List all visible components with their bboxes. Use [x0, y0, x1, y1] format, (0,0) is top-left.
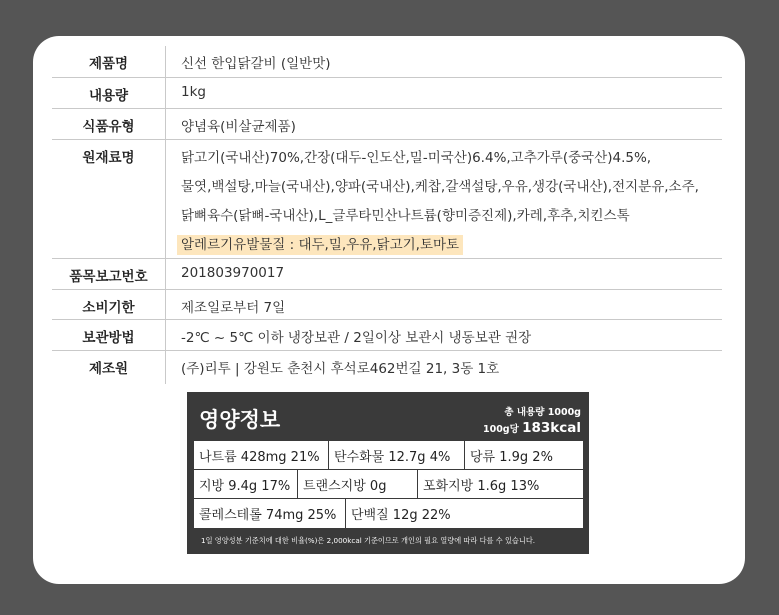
info-value: 양념육(비살균제품)	[181, 119, 296, 135]
info-value: 제조일로부터 7일	[181, 300, 286, 316]
product-info-card	[33, 36, 745, 584]
nutrient-cell: 단백질 12g 22%	[351, 508, 451, 523]
nutrition-grid	[194, 441, 583, 528]
info-row-report-number	[52, 259, 722, 290]
info-label: 식품유형	[52, 109, 166, 139]
nutrient-cell: 탄수화물 12.7g 4%	[329, 441, 465, 469]
info-row-food-type	[52, 109, 722, 140]
info-value: 201803970017	[181, 265, 285, 281]
ingredients-value	[166, 140, 722, 258]
ingredients-line: 닭뼈육수(닭뼈-국내산),L_글루타민산나트륨(향미증진제),카레,후추,치킨스톡	[181, 208, 630, 224]
nutrition-row	[194, 470, 583, 499]
ingredients-line: 물엿,백설탕,마늘(국내산),양파(국내산),케찹,갈색설탕,우유,생강(국내산),전지분유,소주,	[181, 179, 699, 195]
info-label: 제품명	[52, 46, 166, 77]
nutrient-cell: 나트륨 428mg 21%	[194, 441, 329, 469]
nutrient-cell: 트랜스지방 0g	[298, 470, 418, 498]
info-row-name	[52, 46, 722, 78]
info-label: 내용량	[52, 78, 166, 108]
nutrition-row	[194, 499, 583, 528]
info-label: 보관방법	[52, 320, 166, 350]
info-label: 품목보고번호	[52, 259, 166, 289]
info-label: 원재료명	[52, 140, 166, 258]
info-label: 제조원	[52, 351, 166, 384]
info-row-amount	[52, 78, 722, 109]
info-value: 신선 한입닭갈비 (일반맛)	[181, 56, 331, 72]
nutrient-cell: 당류 1.9g 2%	[470, 450, 553, 465]
info-row-storage	[52, 320, 722, 351]
per-prefix: 100g당	[482, 424, 519, 435]
info-row-manufacturer	[52, 351, 722, 384]
product-info-table	[52, 46, 722, 384]
allergy-notice: 알레르기유발물질 : 대두,밀,우유,닭고기,토마토	[177, 235, 463, 255]
nutrition-panel	[187, 392, 589, 554]
nutrient-cell: 콜레스테롤 74mg 25%	[194, 499, 346, 528]
info-value: -2℃ ~ 5℃ 이하 냉장보관 / 2일이상 보관시 냉동보관 권장	[181, 330, 532, 346]
info-row-ingredients	[52, 140, 722, 259]
info-value: 1kg	[181, 84, 206, 100]
kcal-value: 183kcal	[522, 420, 581, 436]
nutrition-title: 영양정보	[199, 408, 281, 432]
nutrition-row	[194, 441, 583, 470]
info-label: 소비기한	[52, 290, 166, 319]
nutrient-cell: 지방 9.4g 17%	[194, 470, 298, 498]
nutrition-per-serving	[483, 420, 581, 436]
nutrition-footnote: 1일 영양성분 기준치에 대한 비율(%)은 2,000kcal 기준이므로 개인의 필요 열량에 따라 다를 수 있습니다.	[201, 536, 536, 545]
info-row-expiry	[52, 290, 722, 320]
ingredients-line: 닭고기(국내산)70%,간장(대두-인도산,밀-미국산)6.4%,고추가루(중국산)4.5%,	[181, 150, 652, 166]
nutrition-total: 총 내용량 1000g	[504, 407, 581, 418]
info-value: (주)리투 | 강원도 춘천시 후석로462번길 21, 3동 1호	[181, 361, 500, 377]
nutrient-cell: 포화지방 1.6g 13%	[423, 479, 540, 494]
